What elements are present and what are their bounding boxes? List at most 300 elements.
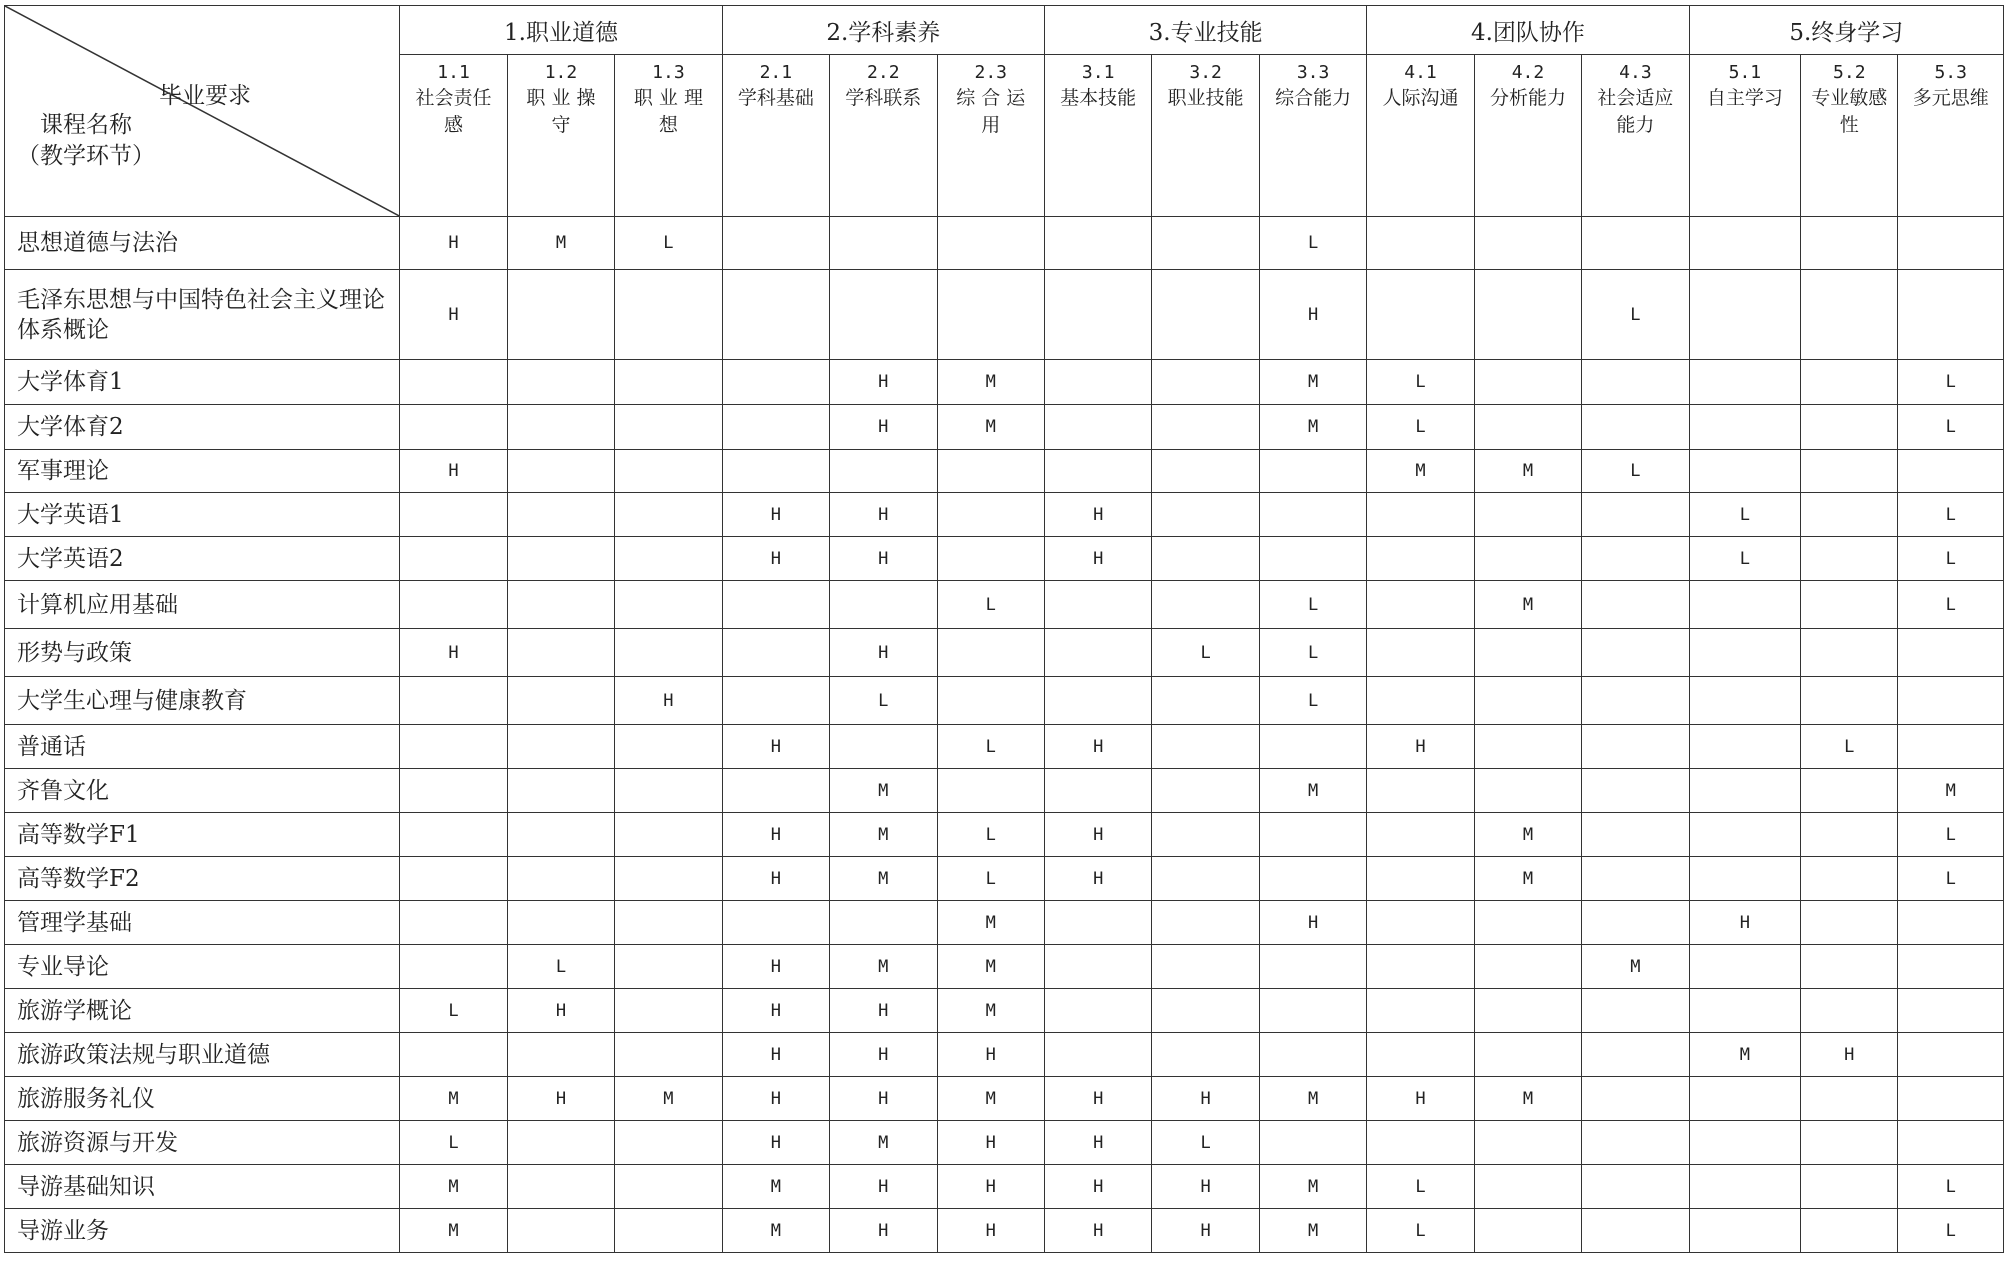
support-level-cell bbox=[1689, 405, 1801, 450]
support-level-cell bbox=[507, 537, 614, 581]
indicator-header bbox=[830, 55, 937, 217]
support-level-cell bbox=[507, 1121, 614, 1165]
support-level-cell bbox=[1898, 270, 2004, 360]
support-level-cell bbox=[1474, 629, 1581, 677]
indicator-label: 职 业 理 想 bbox=[633, 87, 703, 137]
support-level-cell bbox=[1801, 901, 1898, 945]
table-row bbox=[5, 537, 2004, 581]
support-level-cell bbox=[1898, 629, 2004, 677]
support-level-cell bbox=[937, 450, 1044, 493]
indicator-number: 4.3 bbox=[1619, 62, 1652, 84]
support-level-cell bbox=[1801, 1209, 1898, 1253]
indicator-number: 2.1 bbox=[759, 62, 793, 84]
course-name-cell: 管理学基础 bbox=[5, 901, 400, 945]
support-level-cell: H bbox=[1044, 725, 1151, 769]
support-level-cell bbox=[615, 769, 722, 813]
support-level-cell: L bbox=[1898, 360, 2004, 405]
support-level-cell: L bbox=[400, 1121, 507, 1165]
support-level-cell: H bbox=[400, 217, 507, 270]
support-level-cell bbox=[1898, 725, 2004, 769]
support-level-cell bbox=[400, 581, 507, 629]
support-level-cell bbox=[1044, 405, 1151, 450]
support-level-cell bbox=[615, 1121, 722, 1165]
support-level-cell bbox=[1259, 1033, 1366, 1077]
support-level-cell: H bbox=[722, 857, 829, 901]
support-level-cell bbox=[1259, 450, 1366, 493]
course-name-cell: 旅游服务礼仪 bbox=[5, 1077, 400, 1121]
indicator-label: 多元思维 bbox=[1912, 87, 1989, 110]
support-level-cell bbox=[507, 629, 614, 677]
support-level-cell bbox=[400, 405, 507, 450]
table-row bbox=[5, 493, 2004, 537]
support-level-cell bbox=[1582, 677, 1689, 725]
support-level-cell: H bbox=[722, 725, 829, 769]
support-level-cell: L bbox=[1259, 217, 1366, 270]
indicator-header bbox=[1259, 55, 1366, 217]
indicator-label: 学科联系 bbox=[845, 87, 922, 110]
support-level-cell bbox=[507, 405, 614, 450]
support-level-cell: H bbox=[1259, 270, 1366, 360]
support-level-cell: H bbox=[830, 629, 937, 677]
support-level-cell bbox=[507, 769, 614, 813]
indicator-label: 专业敏感性 bbox=[1811, 87, 1888, 137]
support-level-cell bbox=[615, 270, 722, 360]
support-level-cell bbox=[1044, 270, 1151, 360]
support-level-cell bbox=[1367, 537, 1474, 581]
indicator-header bbox=[400, 55, 507, 217]
support-level-cell: L bbox=[1367, 1209, 1474, 1253]
support-level-cell: H bbox=[1152, 1209, 1259, 1253]
support-level-cell bbox=[1898, 677, 2004, 725]
indicator-header bbox=[1044, 55, 1151, 217]
support-level-cell bbox=[1801, 1165, 1898, 1209]
course-name-cell: 旅游资源与开发 bbox=[5, 1121, 400, 1165]
support-level-cell: L bbox=[1582, 450, 1689, 493]
support-level-cell: H bbox=[722, 537, 829, 581]
support-level-cell: H bbox=[1259, 901, 1366, 945]
support-level-cell bbox=[1152, 901, 1259, 945]
support-level-cell bbox=[722, 629, 829, 677]
support-level-cell bbox=[1367, 493, 1474, 537]
table-row bbox=[5, 813, 2004, 857]
support-level-cell bbox=[400, 493, 507, 537]
support-level-cell: H bbox=[1044, 1209, 1151, 1253]
indicator-label: 学科基础 bbox=[737, 87, 814, 110]
requirement-group-header: 5.终身学习 bbox=[1689, 6, 2003, 55]
support-level-cell: H bbox=[615, 677, 722, 725]
indicator-number: 1.3 bbox=[652, 62, 685, 84]
support-level-cell bbox=[615, 450, 722, 493]
support-level-cell: H bbox=[722, 989, 829, 1033]
indicator-label: 职 业 操 守 bbox=[526, 87, 596, 137]
support-level-cell: L bbox=[1367, 1165, 1474, 1209]
support-level-cell bbox=[615, 945, 722, 989]
support-level-cell: H bbox=[722, 1033, 829, 1077]
support-level-cell bbox=[615, 629, 722, 677]
requirement-group-header: 3.专业技能 bbox=[1044, 6, 1366, 55]
course-name-cell: 形势与政策 bbox=[5, 629, 400, 677]
support-level-cell bbox=[1259, 813, 1366, 857]
support-level-cell bbox=[1367, 945, 1474, 989]
support-level-cell bbox=[830, 270, 937, 360]
support-level-cell: L bbox=[937, 725, 1044, 769]
support-level-cell bbox=[1367, 629, 1474, 677]
support-level-cell bbox=[1044, 901, 1151, 945]
support-level-cell bbox=[400, 857, 507, 901]
indicator-label: 基本技能 bbox=[1060, 87, 1137, 110]
support-level-cell: L bbox=[1898, 813, 2004, 857]
table-row bbox=[5, 1209, 2004, 1253]
support-level-cell: H bbox=[1044, 857, 1151, 901]
support-level-cell: M bbox=[937, 405, 1044, 450]
table-row bbox=[5, 217, 2004, 270]
support-level-cell bbox=[1152, 537, 1259, 581]
support-level-cell bbox=[1689, 1121, 1801, 1165]
support-level-cell: L bbox=[507, 945, 614, 989]
support-level-cell bbox=[1689, 945, 1801, 989]
support-level-cell bbox=[1801, 405, 1898, 450]
support-level-cell bbox=[1582, 1077, 1689, 1121]
support-level-cell bbox=[1898, 1121, 2004, 1165]
support-level-cell bbox=[507, 813, 614, 857]
support-level-cell bbox=[1801, 813, 1898, 857]
course-name-cell: 大学英语2 bbox=[5, 537, 400, 581]
support-level-cell: M bbox=[937, 989, 1044, 1033]
indicator-number: 3.2 bbox=[1189, 62, 1222, 84]
support-level-cell: H bbox=[830, 493, 937, 537]
support-level-cell: M bbox=[1898, 769, 2004, 813]
support-level-cell: H bbox=[400, 270, 507, 360]
support-level-cell: H bbox=[830, 1165, 937, 1209]
table-row bbox=[5, 901, 2004, 945]
support-level-cell bbox=[830, 901, 937, 945]
support-level-cell bbox=[1152, 677, 1259, 725]
support-level-cell bbox=[400, 945, 507, 989]
indicator-label: 自主学习 bbox=[1706, 87, 1783, 110]
support-level-cell bbox=[1474, 1209, 1581, 1253]
support-level-cell: M bbox=[1259, 769, 1366, 813]
support-level-cell: L bbox=[1259, 629, 1366, 677]
support-level-cell bbox=[1582, 857, 1689, 901]
course-name-cell: 计算机应用基础 bbox=[5, 581, 400, 629]
support-level-cell: M bbox=[830, 1121, 937, 1165]
support-level-cell: M bbox=[830, 813, 937, 857]
support-level-cell bbox=[1582, 1121, 1689, 1165]
support-level-cell bbox=[1801, 493, 1898, 537]
course-name-cell: 高等数学F2 bbox=[5, 857, 400, 901]
indicator-header bbox=[1367, 55, 1474, 217]
support-level-cell: M bbox=[1367, 450, 1474, 493]
support-level-cell bbox=[1689, 1077, 1801, 1121]
indicator-label: 人际沟通 bbox=[1382, 87, 1459, 110]
support-level-cell bbox=[1152, 989, 1259, 1033]
support-level-cell: M bbox=[400, 1165, 507, 1209]
support-level-cell: L bbox=[1367, 405, 1474, 450]
support-level-cell bbox=[1152, 405, 1259, 450]
support-level-cell bbox=[507, 450, 614, 493]
group-header-row bbox=[5, 6, 2004, 55]
support-level-cell bbox=[1582, 1209, 1689, 1253]
support-level-cell bbox=[1689, 725, 1801, 769]
support-level-cell: H bbox=[722, 945, 829, 989]
support-level-cell: M bbox=[1259, 1209, 1366, 1253]
support-level-cell: H bbox=[722, 1121, 829, 1165]
indicator-header bbox=[1801, 55, 1898, 217]
support-level-cell bbox=[400, 537, 507, 581]
support-level-cell bbox=[615, 813, 722, 857]
support-level-cell bbox=[1801, 360, 1898, 405]
support-level-cell bbox=[1152, 581, 1259, 629]
table-row bbox=[5, 1121, 2004, 1165]
support-level-cell bbox=[1898, 901, 2004, 945]
support-level-cell bbox=[507, 581, 614, 629]
support-level-cell bbox=[1367, 1121, 1474, 1165]
requirement-group-header: 4.团队协作 bbox=[1367, 6, 1689, 55]
support-level-cell: M bbox=[830, 769, 937, 813]
support-level-cell bbox=[1474, 725, 1581, 769]
support-level-cell bbox=[400, 901, 507, 945]
indicator-header bbox=[1898, 55, 2004, 217]
support-level-cell bbox=[1582, 813, 1689, 857]
support-level-cell bbox=[1259, 493, 1366, 537]
support-level-cell bbox=[1689, 581, 1801, 629]
support-level-cell bbox=[937, 677, 1044, 725]
requirement-group-header: 1.职业道德 bbox=[400, 6, 722, 55]
support-level-cell bbox=[830, 581, 937, 629]
support-level-cell bbox=[1689, 1209, 1801, 1253]
course-name-cell: 旅游学概论 bbox=[5, 989, 400, 1033]
table-row bbox=[5, 945, 2004, 989]
support-level-cell: L bbox=[1367, 360, 1474, 405]
table-row bbox=[5, 629, 2004, 677]
support-level-cell bbox=[400, 677, 507, 725]
support-level-cell: M bbox=[1259, 1077, 1366, 1121]
course-name-cell: 导游基础知识 bbox=[5, 1165, 400, 1209]
support-level-cell: M bbox=[615, 1077, 722, 1121]
indicator-header bbox=[507, 55, 614, 217]
support-level-cell bbox=[1474, 945, 1581, 989]
course-name-cell: 大学体育1 bbox=[5, 360, 400, 405]
support-level-cell: M bbox=[937, 1077, 1044, 1121]
table-row bbox=[5, 677, 2004, 725]
table-row bbox=[5, 1033, 2004, 1077]
support-level-cell: H bbox=[1044, 493, 1151, 537]
support-level-cell bbox=[507, 1209, 614, 1253]
support-level-cell bbox=[1582, 493, 1689, 537]
support-level-cell: H bbox=[937, 1209, 1044, 1253]
table-row bbox=[5, 1077, 2004, 1121]
support-level-cell bbox=[722, 450, 829, 493]
support-level-cell: L bbox=[937, 857, 1044, 901]
course-name-cell: 大学体育2 bbox=[5, 405, 400, 450]
support-level-cell: M bbox=[722, 1209, 829, 1253]
indicator-number: 5.3 bbox=[1934, 62, 1967, 84]
support-level-cell bbox=[722, 677, 829, 725]
support-level-cell: M bbox=[1259, 1165, 1366, 1209]
support-level-cell bbox=[615, 360, 722, 405]
support-level-cell: L bbox=[830, 677, 937, 725]
support-level-cell: L bbox=[937, 813, 1044, 857]
support-level-cell: H bbox=[830, 537, 937, 581]
support-level-cell bbox=[1689, 217, 1801, 270]
table-row bbox=[5, 450, 2004, 493]
support-level-cell bbox=[1801, 270, 1898, 360]
support-level-cell bbox=[830, 725, 937, 769]
indicator-header bbox=[1582, 55, 1689, 217]
indicator-header bbox=[1689, 55, 1801, 217]
support-level-cell bbox=[1801, 677, 1898, 725]
support-level-cell bbox=[1582, 725, 1689, 769]
support-level-cell bbox=[1044, 1033, 1151, 1077]
support-level-cell bbox=[1152, 945, 1259, 989]
indicator-number: 4.1 bbox=[1404, 62, 1437, 84]
support-level-cell bbox=[1689, 769, 1801, 813]
support-level-cell bbox=[1259, 989, 1366, 1033]
support-level-cell bbox=[722, 769, 829, 813]
support-level-cell: L bbox=[1898, 537, 2004, 581]
indicator-header bbox=[1152, 55, 1259, 217]
support-level-cell: M bbox=[722, 1165, 829, 1209]
support-level-cell: H bbox=[1801, 1033, 1898, 1077]
course-name-cell: 大学生心理与健康教育 bbox=[5, 677, 400, 725]
support-level-cell bbox=[1801, 450, 1898, 493]
indicator-number: 1.1 bbox=[437, 62, 470, 84]
support-level-cell: L bbox=[1152, 1121, 1259, 1165]
support-level-cell bbox=[1474, 537, 1581, 581]
support-level-cell bbox=[1689, 450, 1801, 493]
support-level-cell bbox=[615, 1165, 722, 1209]
support-level-cell bbox=[1582, 537, 1689, 581]
support-level-cell bbox=[1259, 725, 1366, 769]
support-level-cell: H bbox=[830, 360, 937, 405]
requirement-group-header: 2.学科素养 bbox=[722, 6, 1044, 55]
corner-teaching-link: （教学环节） bbox=[17, 143, 155, 169]
support-level-cell: M bbox=[1582, 945, 1689, 989]
support-level-cell: H bbox=[1367, 725, 1474, 769]
support-level-cell bbox=[1152, 1033, 1259, 1077]
support-level-cell bbox=[937, 217, 1044, 270]
support-level-cell bbox=[1474, 677, 1581, 725]
course-name-cell: 旅游政策法规与职业道德 bbox=[5, 1033, 400, 1077]
course-name-cell: 导游业务 bbox=[5, 1209, 400, 1253]
support-level-cell: L bbox=[1898, 1209, 2004, 1253]
support-level-cell bbox=[1801, 217, 1898, 270]
support-level-cell: L bbox=[1801, 725, 1898, 769]
course-name-cell: 齐鲁文化 bbox=[5, 769, 400, 813]
support-level-cell: M bbox=[1259, 405, 1366, 450]
support-level-cell: H bbox=[507, 1077, 614, 1121]
indicator-header bbox=[1474, 55, 1581, 217]
support-level-cell bbox=[1044, 989, 1151, 1033]
support-level-cell: L bbox=[1259, 677, 1366, 725]
indicator-label: 职业技能 bbox=[1167, 87, 1244, 110]
course-name-cell: 专业导论 bbox=[5, 945, 400, 989]
support-level-cell bbox=[1689, 813, 1801, 857]
support-level-cell: M bbox=[1474, 450, 1581, 493]
support-level-cell: M bbox=[1474, 857, 1581, 901]
course-name-cell: 军事理论 bbox=[5, 450, 400, 493]
support-level-cell bbox=[937, 493, 1044, 537]
support-level-cell: L bbox=[1689, 493, 1801, 537]
support-level-cell bbox=[1898, 1033, 2004, 1077]
indicator-number: 3.3 bbox=[1296, 62, 1330, 84]
support-level-cell bbox=[1689, 270, 1801, 360]
corner-header-cell bbox=[5, 6, 400, 217]
support-level-cell: H bbox=[507, 989, 614, 1033]
support-level-cell bbox=[1044, 629, 1151, 677]
support-level-cell bbox=[1474, 901, 1581, 945]
support-level-cell bbox=[1367, 270, 1474, 360]
indicator-header bbox=[615, 55, 722, 217]
support-level-cell bbox=[1689, 989, 1801, 1033]
indicator-label: 社会适应能力 bbox=[1597, 87, 1674, 137]
support-level-cell bbox=[1898, 945, 2004, 989]
support-level-cell bbox=[1044, 360, 1151, 405]
support-level-cell bbox=[1152, 493, 1259, 537]
support-level-cell bbox=[1582, 1033, 1689, 1077]
support-level-cell bbox=[1367, 677, 1474, 725]
course-name-cell: 毛泽东思想与中国特色社会主义理论体系概论 bbox=[5, 270, 400, 360]
support-level-cell: L bbox=[1898, 857, 2004, 901]
support-level-cell bbox=[1367, 217, 1474, 270]
support-level-cell bbox=[1474, 405, 1581, 450]
support-level-cell bbox=[507, 493, 614, 537]
support-level-cell bbox=[400, 725, 507, 769]
support-level-cell bbox=[1898, 989, 2004, 1033]
support-level-cell bbox=[1259, 857, 1366, 901]
course-name-cell: 大学英语1 bbox=[5, 493, 400, 537]
support-level-cell: H bbox=[722, 813, 829, 857]
table-row bbox=[5, 405, 2004, 450]
support-level-cell bbox=[722, 360, 829, 405]
support-level-cell bbox=[1152, 217, 1259, 270]
support-level-cell bbox=[1898, 1077, 2004, 1121]
support-level-cell bbox=[615, 581, 722, 629]
support-level-cell: H bbox=[937, 1165, 1044, 1209]
corner-requirements-label: 毕业要求 bbox=[159, 83, 251, 109]
support-level-cell bbox=[1044, 945, 1151, 989]
support-level-cell bbox=[1259, 1121, 1366, 1165]
support-level-cell bbox=[1801, 945, 1898, 989]
support-level-cell: H bbox=[1152, 1165, 1259, 1209]
support-level-cell bbox=[1367, 1033, 1474, 1077]
corner-course-label bbox=[17, 110, 155, 172]
support-level-cell: M bbox=[1689, 1033, 1801, 1077]
support-level-cell: H bbox=[400, 629, 507, 677]
support-level-cell: H bbox=[830, 1033, 937, 1077]
table-row bbox=[5, 360, 2004, 405]
support-level-cell: H bbox=[937, 1121, 1044, 1165]
support-level-cell: H bbox=[400, 450, 507, 493]
support-level-cell bbox=[400, 813, 507, 857]
support-level-cell bbox=[1689, 677, 1801, 725]
indicator-label: 社会责任感 bbox=[415, 87, 492, 137]
course-name-cell: 高等数学F1 bbox=[5, 813, 400, 857]
support-level-cell: M bbox=[1474, 581, 1581, 629]
support-level-cell bbox=[1474, 270, 1581, 360]
indicator-number: 2.3 bbox=[974, 62, 1007, 84]
support-level-cell bbox=[1044, 581, 1151, 629]
indicator-number: 5.2 bbox=[1833, 62, 1866, 84]
support-level-cell: H bbox=[1044, 1121, 1151, 1165]
support-level-cell bbox=[1152, 360, 1259, 405]
support-level-cell: H bbox=[830, 989, 937, 1033]
support-level-cell bbox=[937, 270, 1044, 360]
support-level-cell bbox=[1044, 217, 1151, 270]
support-level-cell: M bbox=[1474, 1077, 1581, 1121]
support-level-cell bbox=[615, 537, 722, 581]
support-level-cell bbox=[937, 537, 1044, 581]
